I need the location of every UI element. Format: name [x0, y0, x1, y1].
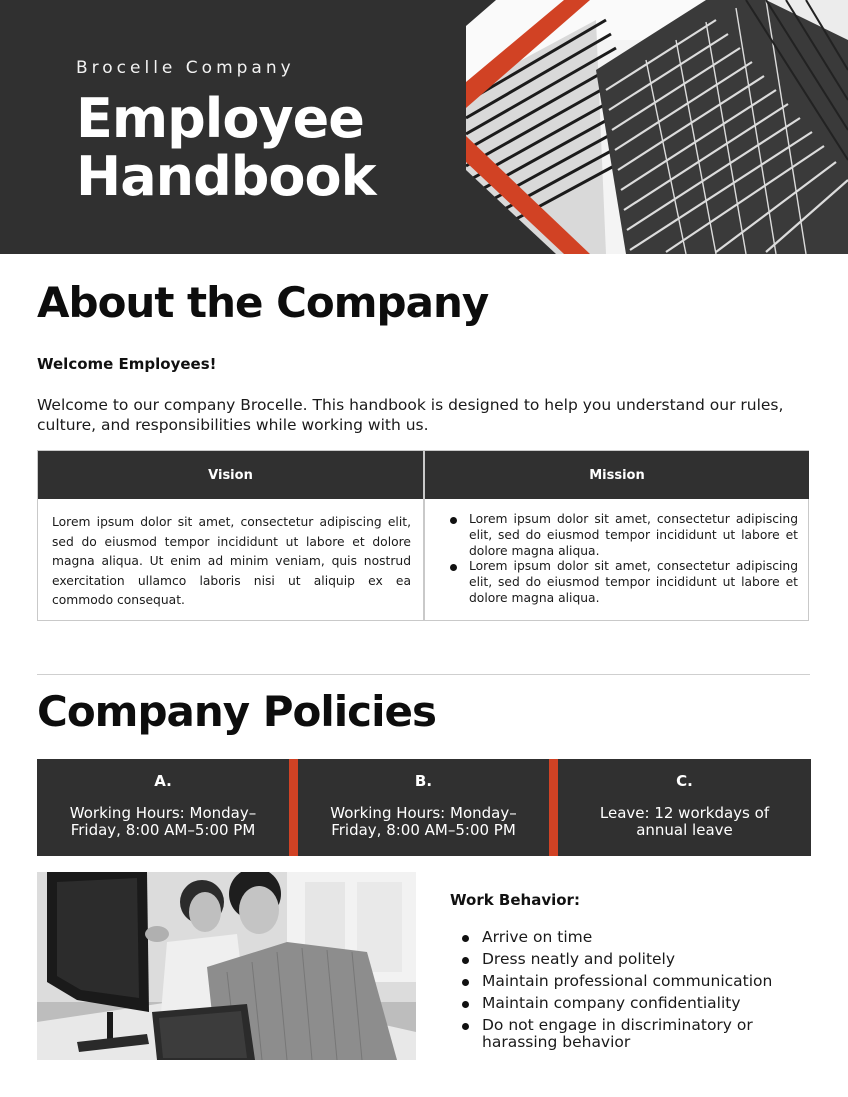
skyscraper-photo-icon: [466, 0, 848, 254]
mission-list: [450, 512, 798, 607]
header-title-area: [0, 0, 466, 254]
table-column-divider: [423, 451, 425, 620]
list-item: Arrive on time: [462, 929, 822, 946]
policy-text: Working Hours: Monday–Friday, 8:00 AM–5:00 PM: [69, 804, 257, 839]
mission-item: Lorem ipsum dolor sit amet, consectetur adipiscing elit, sed do eiusmod tempor incididunt ut labore et dolore magna aliqua.: [450, 559, 798, 606]
list-item: Maintain professional communication: [462, 973, 822, 990]
list-item: Do not engage in discriminatory or harassing behavior: [462, 1017, 822, 1050]
welcome-text: Welcome to our company Brocelle. This handbook is designed to help you understand our rules, culture, and responsibilities while working with us.: [37, 396, 784, 434]
welcome-heading: Welcome Employees!: [37, 355, 217, 373]
policy-text: Working Hours: Monday–Friday, 8:00 AM–5:00 PM: [330, 804, 517, 839]
work-behavior-list: [462, 929, 822, 1056]
list-item: Maintain company confidentiality: [462, 995, 822, 1012]
policy-letter: C.: [676, 772, 693, 790]
handbook-title-line1: Employee: [76, 87, 364, 150]
policies-section-title: Company Policies: [37, 687, 436, 736]
vision-header: Vision: [38, 451, 423, 499]
policy-box-b: [298, 759, 549, 856]
mission-header: Mission: [425, 451, 809, 499]
policy-box-c: [558, 759, 811, 856]
section-divider: [37, 674, 810, 675]
list-item: Dress neatly and politely: [462, 951, 822, 968]
work-behavior-heading: Work Behavior:: [450, 891, 580, 909]
accent-bar: [549, 759, 558, 856]
header-banner: [0, 0, 848, 254]
mission-item: Lorem ipsum dolor sit amet, consectetur adipiscing elit, sed do eiusmod tempor incididunt ut labore et dolore magna aliqua.: [450, 512, 798, 559]
company-name: Brocelle Company: [76, 58, 295, 78]
office-workers-photo-icon: [37, 872, 416, 1060]
policy-letter: A.: [154, 772, 172, 790]
handbook-title-line2: Handbook: [76, 145, 376, 208]
policy-text: Leave: 12 workdays of annual leave: [599, 804, 770, 839]
vision-mission-table: [37, 450, 809, 621]
accent-bar: [289, 759, 298, 856]
policy-letter: B.: [414, 772, 433, 790]
vision-text: Lorem ipsum dolor sit amet, consectetur adipiscing elit, sed do eiusmod tempor incididunt ut labore et dolore magna aliqua. Ut enim ad minim veniam, quis nostrud exercitation ullamco laboris nisi ut aliquip ex ea commodo consequat.: [52, 515, 411, 608]
policy-box-a: [37, 759, 289, 856]
about-section-title: About the Company: [37, 278, 489, 327]
